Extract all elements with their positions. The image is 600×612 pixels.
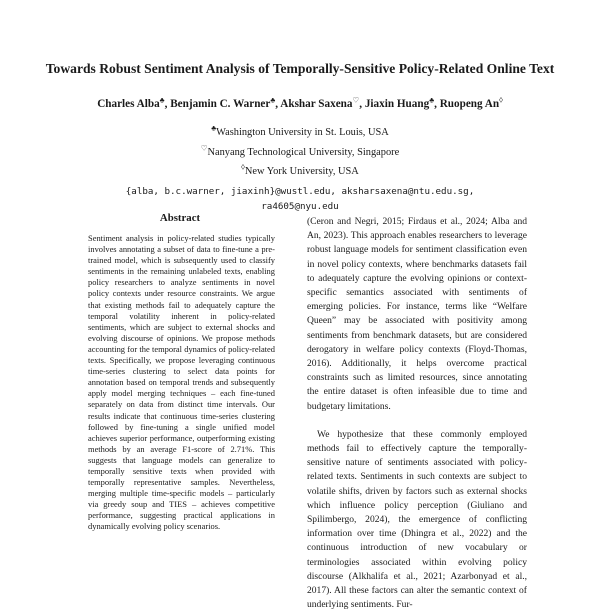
affiliation-mark: ♡ bbox=[352, 95, 360, 105]
affiliation-mark: ♣ bbox=[429, 95, 435, 105]
author-name: Akshar Saxena bbox=[280, 98, 353, 110]
affiliation-name: New York University, USA bbox=[244, 166, 359, 177]
author-name: Ruopeng An bbox=[439, 98, 500, 110]
affiliation-mark: ♣ bbox=[270, 95, 276, 105]
body-column bbox=[307, 215, 527, 612]
author-name: Jiaxin Huang bbox=[364, 98, 430, 110]
affiliation bbox=[20, 123, 580, 139]
affiliation-mark: ◊ bbox=[499, 95, 503, 105]
author-name: Charles Alba bbox=[97, 98, 160, 110]
email-line: {alba, b.c.warner, jiaxinh}@wustl.edu, aksharsaxena@ntu.edu.sg, bbox=[125, 186, 475, 197]
affiliation bbox=[20, 162, 580, 178]
affiliation-mark: ♣ bbox=[211, 123, 217, 133]
author-list: Charles Alba♣, Benjamin C. Warner♣, Akshar Saxena♡, Jiaxin Huang♣, Ruopeng An◊ bbox=[97, 95, 503, 110]
affiliation-mark: ♡ bbox=[200, 143, 208, 153]
author-name: Benjamin C. Warner bbox=[170, 98, 271, 110]
affiliation-name: Nanyang Technological University, Singapore bbox=[207, 147, 400, 158]
email-line: ra4605@nyu.edu bbox=[261, 201, 339, 212]
body-paragraph: We hypothesize that these commonly employed methods fail to effectively capture the temporally-sensitive nature of sentiments associated with policy-related texts. Sentiments in such contexts are subject to volatile shifts, driven by factors such as external shocks which influence policy perception (Giuliano and Spilimbergo, 2024), the emergence of conflicting information over time (Dhingra et al., 2022) and the continuous introduction of new vocabulary or terminologies associated within evolving policy discourse (Alkhalifa et al., 2021; Azarbonyad et al., 2017). All these factors can alter the semantic context of underlying sentiments. Fur- bbox=[307, 428, 527, 611]
abstract-text: Sentiment analysis in policy-related studies typically involves annotating a subset of data to fine-tune a pre-trained model, which is subsequently used to classify sentiments in the remaining unlabeled texts, enabling policy researchers to analyze sentiments in novel policy contexts under resource constraints. We argue that existing methods fail to adequately capture the temporal volatility inherent in policy-related sentiments, which are subject to external shocks and evolving discourse of opinions. We propose methods accounting for the temporal dynamics of policy-related texts. Specifically, we propose leveraging continuous time-series clustering to select data points for annotation based on temporal trends and subsequently apply model merging techniques – each fine-tuned separately on data from distinct time intervals. Our results indicate that continuous time-series clustering followed by fine-tuning a single unified model achieves superior performance, outperforming existing methods by an average F1-score of 2.71%. This suggests that language models can generalize to temporally sensitive texts when provided with temporally representative samples. Nevertheless, merging multiple time-specific models – particularly via greedy soup and TIES – achieves competitive performance, suggesting practical applications in dynamically evolving policy scenarios. bbox=[88, 233, 275, 532]
affiliation-mark: ♣ bbox=[159, 95, 165, 105]
author-emails bbox=[20, 184, 580, 214]
affiliation bbox=[20, 143, 580, 159]
abstract-heading: Abstract bbox=[159, 212, 201, 224]
paper-title: Towards Robust Sentiment Analysis of Temporally-Sensitive Policy-Related Online Text bbox=[45, 61, 555, 76]
body-paragraph: (Ceron and Negri, 2015; Firdaus et al., 2024; Alba and An, 2023). This approach enables researchers to leverage robust language models for sentiment classification even in novel policy contexts, where benchmarks datasets fail to adequately capture the evolving opinions or context-specific semantics associated with sentiments of emerging policies. For instance, terms like “Welfare Queen” may be associated with positivity among sentiments from benchmark datasets, but are considered derogatory in welfare policy contexts (Floyd-Thomas, 2016). Additionally, it helps overcome practical constraints such as limited resources, since annotating the entire dataset is often infeasible due to time and budgetary limitations. bbox=[307, 216, 527, 412]
affiliation-mark: ◊ bbox=[241, 162, 245, 172]
affiliation-name: Washington University in St. Louis, USA bbox=[216, 127, 389, 138]
